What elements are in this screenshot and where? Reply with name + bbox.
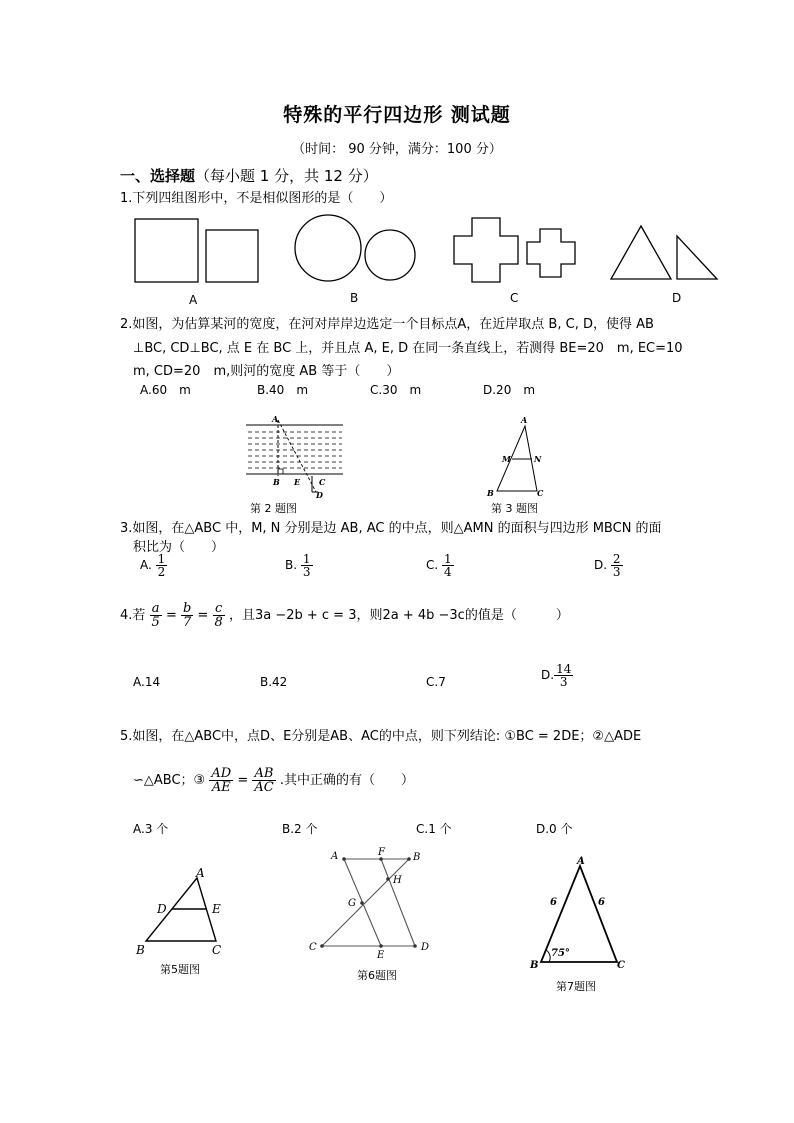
question-2-line-2: ⊥BC, CD⊥BC, 点 E 在 BC 上，并且点 A, E, D 在同一条直线上，若测得 BE=20 m, EC=10 (133, 341, 683, 356)
q3-option-a: A. $\frac{1}{2}$ (140, 552, 166, 579)
q4-option-b: B.42 (260, 675, 288, 689)
fig3-point-b: B (487, 488, 494, 498)
fig6-point-a: A (331, 851, 339, 862)
q5-option-a: A.3 个 (133, 822, 169, 836)
q3-option-b: B. $\frac{1}{3}$ (285, 552, 311, 579)
q3-option-d: D. $\frac{2}{3}$ (594, 552, 621, 579)
q4-option-c: C.7 (426, 675, 446, 689)
q4-option-d: D. $\frac{14}{3}$ (541, 662, 572, 689)
q2-option-b: B.40 m (257, 383, 309, 397)
fig5-point-d: D (157, 902, 167, 916)
question-5-line-1: 5.如图，在△ABC中，点D、E分别是AB、AC的中点，则下列结论: ①BC = 2DE；②△ADE (120, 729, 642, 744)
section-note: （每小题 1 分，共 12 分） (195, 167, 378, 185)
page-title: 特殊的平行四边形 测试题 (283, 104, 511, 126)
q1-label-b: B (350, 291, 359, 305)
figure-6-caption: 第6题图 (357, 969, 397, 982)
fig2-point-e: E (294, 477, 301, 487)
fig2-point-d: D (316, 490, 323, 500)
fig3-point-n: N (534, 454, 542, 464)
fig3-point-a: A (521, 415, 528, 425)
question-1-stem: 1.下列四组图形中，不是相似图形的是（ ） (120, 191, 393, 206)
page-subtitle: （时间： 90 分钟，满分：100 分） (292, 142, 502, 157)
fig2-point-a: A (272, 414, 279, 424)
figure-2-caption: 第 2 题图 (250, 502, 297, 515)
figure-7-caption: 第7题图 (556, 980, 596, 993)
question-2-line-1: 2.如图，为估算某河的宽度，在河对岸岸边选定一个目标点A，在近岸取点 B, C, D，使得 AB (120, 317, 654, 332)
question-5-line-2: ∽△ABC；③ $\frac{AD}{AE}$ = $\frac{AB}{AC}$ .其中正确的有（ ） (133, 766, 414, 795)
fig7-point-c: C (617, 960, 625, 971)
q2-option-a: A.60 m (140, 383, 191, 397)
fig3-point-m: M (502, 454, 511, 464)
question-3-line-2: 积比为（ ） (133, 540, 225, 555)
fig5-point-a: A (196, 866, 205, 880)
fig6-point-c: C (309, 942, 317, 953)
fig5-point-b: B (136, 943, 145, 957)
q1-label-d: D (672, 291, 682, 305)
fig3-point-c: C (537, 488, 544, 498)
fig6-point-f: F (378, 847, 385, 858)
fig7-angle-b: 75° (551, 948, 570, 959)
fig5-point-c: C (212, 943, 222, 957)
fig6-point-e: E (377, 950, 385, 961)
q4-option-a: A.14 (133, 675, 161, 689)
q1-label-c: C (510, 291, 519, 305)
fig6-point-g: G (348, 898, 356, 909)
q5-option-d: D.0 个 (536, 822, 573, 836)
fig7-point-b: B (530, 960, 539, 971)
fig7-side-ab: 6 (550, 897, 557, 908)
figure-5-caption: 第5题图 (160, 963, 200, 976)
q3-option-c: C. $\frac{1}{4}$ (426, 552, 452, 579)
question-3-line-1: 3.如图，在△ABC 中，M, N 分别是边 AB, AC 的中点，则△AMN 的面积与四边形 MBCN 的面 (120, 521, 662, 536)
fig6-point-h: H (393, 875, 402, 886)
section-title: 一、选择题 (120, 167, 196, 185)
fig6-point-b: B (413, 852, 421, 863)
fig7-side-ac: 6 (598, 897, 605, 908)
fig5-point-e: E (212, 902, 221, 916)
q5-option-c: C.1 个 (416, 822, 452, 836)
fig6-point-d: D (421, 942, 430, 953)
fig2-point-c: C (319, 477, 326, 487)
question-4-stem: 4.若 $\frac{a}{5}$ = $\frac{b}{7}$ = $\frac{c}{8}$ ，且3a −2b + c = 3，则2a + 4b −3c的值是（ ） (120, 601, 569, 630)
q2-option-d: D.20 m (483, 383, 536, 397)
question-2-line-3: m, CD=20 m,则河的宽度 AB 等于（ ） (133, 364, 400, 379)
fig7-point-a: A (577, 856, 585, 867)
figure-3-caption: 第 3 题图 (491, 502, 538, 515)
q5-option-b: B.2 个 (282, 822, 318, 836)
q1-label-a: A (189, 293, 198, 307)
q2-option-c: C.30 m (370, 383, 422, 397)
fig2-point-b: B (273, 477, 280, 487)
